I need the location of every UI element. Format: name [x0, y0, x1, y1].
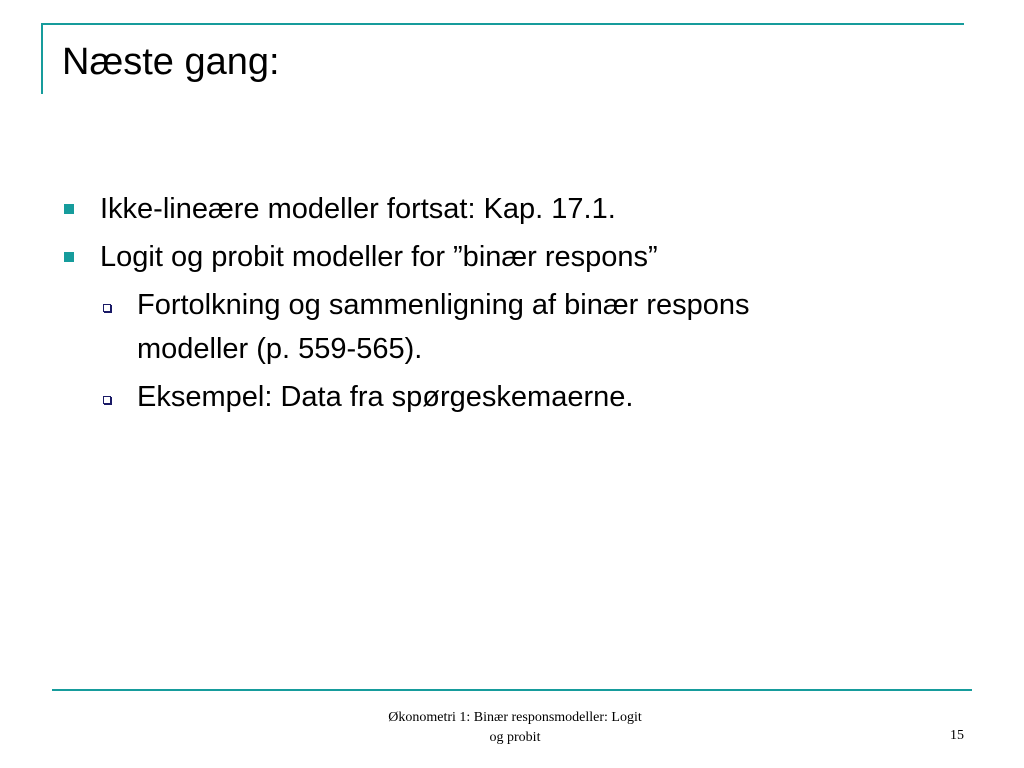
- hollow-square-bullet-icon: [103, 396, 111, 404]
- bullet-text: Ikke-lineære modeller fortsat: Kap. 17.1.: [100, 193, 616, 225]
- sub-bullet-text-line1: Fortolkning og sammenligning af binær respons: [137, 289, 750, 321]
- square-bullet-icon: [64, 252, 74, 262]
- title-frame-left-rule: [41, 23, 43, 94]
- square-bullet-icon: [64, 204, 74, 214]
- sub-bullet-text: Eksempel: Data fra spørgeskemaerne.: [137, 381, 634, 413]
- slide-title: Næste gang:: [62, 41, 280, 83]
- bullet-text: Logit og probit modeller for ”binær respons”: [100, 241, 658, 273]
- footer-caption-line2: og probit: [489, 730, 541, 745]
- page-number: 15: [950, 728, 964, 743]
- footer-rule: [52, 689, 972, 691]
- footer-caption-line1: Økonometri 1: Binær responsmodeller: Logit: [388, 710, 642, 725]
- title-frame-top-rule: [42, 23, 964, 25]
- footer-caption: [340, 708, 690, 748]
- sub-bullet-text-line2: modeller (p. 559-565).: [137, 333, 423, 365]
- hollow-square-bullet-icon: [103, 304, 111, 312]
